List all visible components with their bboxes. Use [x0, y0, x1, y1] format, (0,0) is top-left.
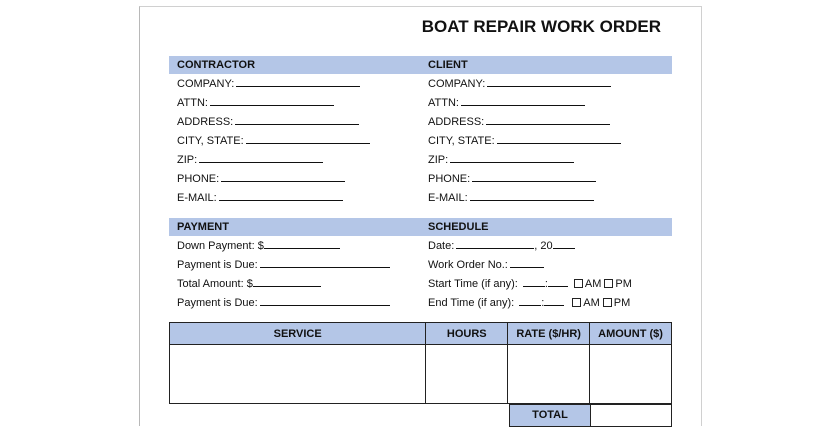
- payment-due-row-1[interactable]: Payment is Due:: [169, 255, 421, 274]
- contractor-attn-row[interactable]: ATTN:: [169, 93, 421, 112]
- client-phone-row[interactable]: PHONE:: [420, 169, 672, 188]
- contractor-heading: CONTRACTOR: [169, 56, 421, 74]
- start-minute-field[interactable]: [548, 274, 568, 287]
- hours-column-header: HOURS: [426, 323, 508, 345]
- down-payment-field[interactable]: [264, 236, 340, 249]
- client-attn-row[interactable]: ATTN:: [420, 93, 672, 112]
- client-attn-field[interactable]: [461, 93, 585, 106]
- end-hour-field[interactable]: [519, 293, 541, 306]
- payment-due-field-1[interactable]: [260, 255, 390, 268]
- amount-cell[interactable]: [590, 345, 672, 404]
- contractor-city-row[interactable]: CITY, STATE:: [169, 131, 421, 150]
- end-pm-checkbox[interactable]: [603, 298, 612, 307]
- year-field[interactable]: [553, 236, 575, 249]
- contractor-company-field[interactable]: [236, 74, 360, 87]
- client-zip-row[interactable]: ZIP:: [420, 150, 672, 169]
- start-am-checkbox[interactable]: [574, 279, 583, 288]
- client-company-field[interactable]: [487, 74, 611, 87]
- contractor-address-row[interactable]: ADDRESS:: [169, 112, 421, 131]
- end-time-row[interactable]: End Time (if any): : AM PM: [420, 293, 672, 312]
- contractor-section: [169, 56, 421, 207]
- schedule-section: [420, 218, 672, 312]
- client-zip-field[interactable]: [450, 150, 574, 163]
- end-am-checkbox[interactable]: [572, 298, 581, 307]
- payment-due-row-2[interactable]: Payment is Due:: [169, 293, 421, 312]
- payment-section: [169, 218, 421, 312]
- hours-cell[interactable]: [426, 345, 508, 404]
- end-minute-field[interactable]: [544, 293, 564, 306]
- client-address-field[interactable]: [486, 112, 610, 125]
- payment-heading: PAYMENT: [169, 218, 421, 236]
- work-order-field[interactable]: [510, 255, 544, 268]
- client-email-row[interactable]: E-MAIL:: [420, 188, 672, 207]
- client-city-field[interactable]: [497, 131, 621, 144]
- schedule-heading: SCHEDULE: [420, 218, 672, 236]
- service-table: [169, 322, 672, 404]
- contractor-phone-row[interactable]: PHONE:: [169, 169, 421, 188]
- contractor-city-field[interactable]: [246, 131, 370, 144]
- contractor-email-row[interactable]: E-MAIL:: [169, 188, 421, 207]
- total-label: TOTAL: [509, 404, 591, 427]
- page-title: BOAT REPAIR WORK ORDER: [421, 17, 661, 36]
- client-address-row[interactable]: ADDRESS:: [420, 112, 672, 131]
- table-row: [170, 345, 672, 404]
- client-heading: CLIENT: [420, 56, 672, 74]
- contractor-company-row[interactable]: COMPANY:: [169, 74, 421, 93]
- work-order-row[interactable]: Work Order No.:: [420, 255, 672, 274]
- client-section: [420, 56, 672, 207]
- contractor-address-field[interactable]: [235, 112, 359, 125]
- rate-column-header: RATE ($/HR): [508, 323, 590, 345]
- total-amount-row[interactable]: Total Amount: $: [169, 274, 421, 293]
- contractor-attn-field[interactable]: [210, 93, 334, 106]
- contractor-email-field[interactable]: [219, 188, 343, 201]
- total-amount-field[interactable]: [253, 274, 321, 287]
- date-field[interactable]: [456, 236, 534, 249]
- date-row[interactable]: Date: , 20: [420, 236, 672, 255]
- contractor-zip-row[interactable]: ZIP:: [169, 150, 421, 169]
- amount-column-header: AMOUNT ($): [590, 323, 672, 345]
- service-table-header: [170, 323, 672, 345]
- start-pm-checkbox[interactable]: [604, 279, 613, 288]
- client-email-field[interactable]: [470, 188, 594, 201]
- payment-due-field-2[interactable]: [260, 293, 390, 306]
- rate-cell[interactable]: [508, 345, 590, 404]
- client-phone-field[interactable]: [472, 169, 596, 182]
- start-hour-field[interactable]: [523, 274, 545, 287]
- contractor-zip-field[interactable]: [199, 150, 323, 163]
- down-payment-row[interactable]: Down Payment: $: [169, 236, 421, 255]
- client-city-row[interactable]: CITY, STATE:: [420, 131, 672, 150]
- work-order-page: [139, 6, 702, 426]
- total-value-cell[interactable]: [590, 404, 672, 427]
- service-cell[interactable]: [170, 345, 426, 404]
- contractor-phone-field[interactable]: [221, 169, 345, 182]
- service-column-header: SERVICE: [170, 323, 426, 345]
- client-company-row[interactable]: COMPANY:: [420, 74, 672, 93]
- start-time-row[interactable]: Start Time (if any): : AM PM: [420, 274, 672, 293]
